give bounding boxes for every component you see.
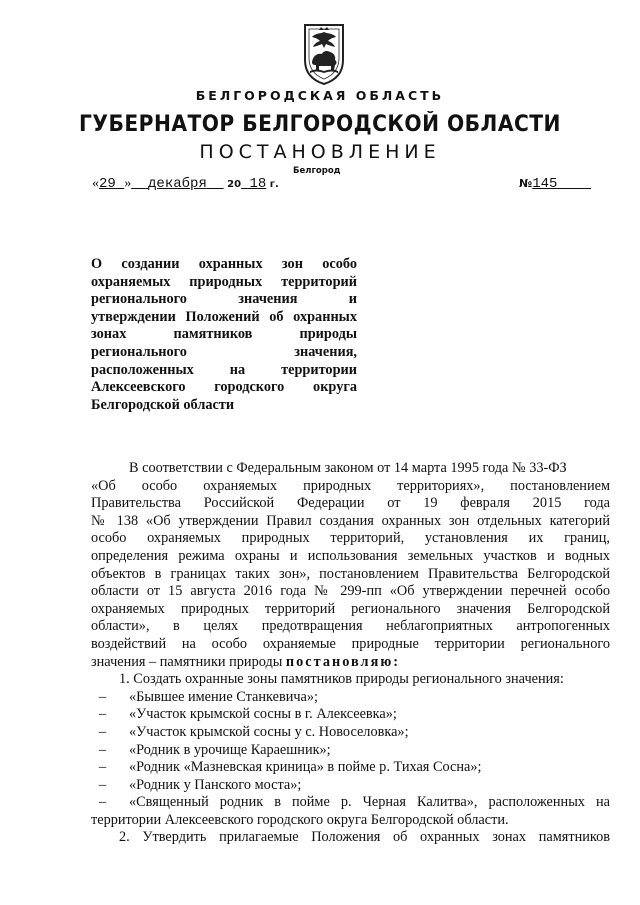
body-line: № 138 «Об утверждении Правил создания охранных зон отдельных категорий [91,512,610,529]
list-item-1: 1. Создать охранные зоны памятников природы регионального значения: [119,671,564,688]
title-line: Белгородской области [91,396,235,413]
governor-heading: ГУБЕРНАТОР БЕЛГОРОДСКОЙ ОБЛАСТИ [79,112,561,137]
date-open-quote: « [92,176,99,191]
title-line: Алексеевского городского округа [91,379,357,396]
date-month: декабря [148,176,207,192]
date-year-unit: г. [269,179,279,190]
body-line: особо охраняемых природных территорий, установления их границ, [91,530,610,547]
dash-bullet: – [99,706,107,723]
title-line: О создании охранных зон особо [91,256,357,272]
list-item-2: 2. Утвердить прилагаемые Положения об охранных зонах памятников [119,829,610,846]
body-line: области от 15 августа 2016 года № 299-пп «Об утверждении перечней особо [91,583,610,600]
decree-keyword: постановляю: [285,653,401,670]
zone-item: – «Бывшее имение Станкевича»; [91,689,610,707]
title-line: регионального значения, [91,343,357,360]
title-line: охраняемых природных территорий [91,273,357,290]
document-number [519,176,591,192]
dash-bullet: – [99,723,107,740]
title-line: утверждении Положений об охранных [91,308,357,325]
body-line: области», в целях предотвращения неблагоприятных антропогенных [91,618,610,635]
zone-item: – «Участок крымской сосны в г. Алексеевка»; [91,706,610,724]
document-title [91,256,357,414]
dash-bullet: – [99,759,107,776]
dash-bullet: – [99,776,107,793]
belgorod-coat-of-arms-icon [301,22,347,86]
body-line: В соответствии с Федеральным законом от 14 марта 1995 года № 33-ФЗ [129,460,567,476]
dash-bullet: – [99,794,107,811]
document-body [91,460,610,847]
zone-item: – «Родник «Мазневская криница» в пойме р. Тихая Сосна»; [91,759,610,777]
title-line: регионального значения и [91,291,357,308]
number-label: № [519,177,533,190]
date-day: 29 [99,176,116,192]
zone-item: – «Родник в урочище Караешник»; [91,742,610,760]
zone-item: – «Родник у Панского моста»; [91,777,610,795]
zone-item: – «Участок крымской сосны у с. Новоселовка»; [91,724,610,742]
city-name: Белгород [293,166,341,176]
body-line: охраняемых природных территорий регионального значения Белгородской [91,600,610,617]
document-date [92,176,279,192]
zone-item: – «Священный родник в пойме р. Черная Калитва», расположенных на [91,794,610,812]
body-line: территории Алексеевского городского округа Белгородской области. [91,811,509,828]
dash-bullet: – [99,741,107,758]
region-heading: БЕЛГОРОДСКАЯ ОБЛАСТЬ [195,88,445,103]
dash-bullet: – [99,688,107,705]
body-line: объектов в границах таких зон», постановлением Правительства Белгородской [91,565,610,582]
title-line: расположенных на территории [91,361,357,378]
document-type: ПОСТАНОВЛЕНИЕ [199,141,441,163]
title-line: зонах памятников природы [91,326,357,343]
number-value: 145 [532,176,558,192]
date-year-prefix: 20 [227,179,242,190]
body-line: Правительства Российской Федерации от 19 февраля 2015 года [91,495,610,512]
date-year-suffix: 18 [249,176,267,192]
body-line: значения – памятники природы постановляю: [91,653,401,670]
date-close-quote: » [124,176,132,191]
body-line: воздействий на особо охраняемые природные территории регионального [91,635,610,652]
body-line: определения режима охраны и использования земельных участков и водных [91,547,610,564]
body-line: «Об особо охраняемых природных территориях», постановлением [91,477,610,494]
